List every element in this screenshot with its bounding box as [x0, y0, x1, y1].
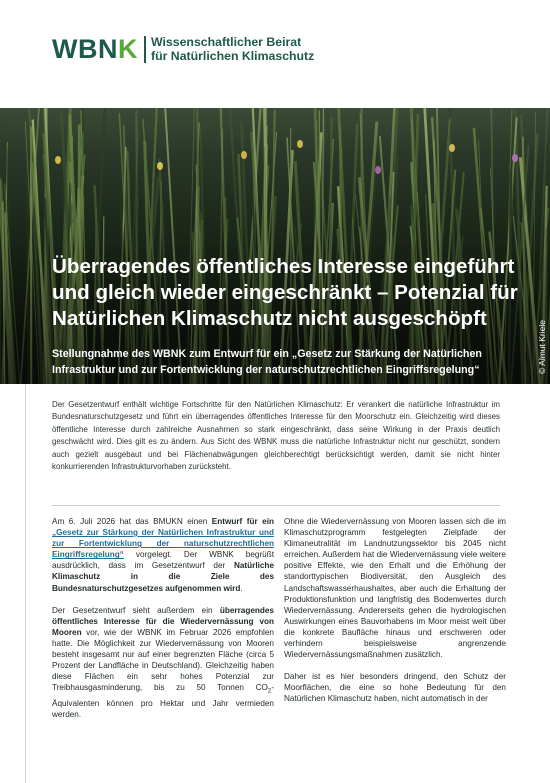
- abstract-paragraph: Der Gesetzentwurf enthält wichtige Fortschritte für den Natürlichen Klimaschutz: Er verankert die natürliche Infrastruktur im Bundesnaturschutzgesetz und führt ein überragendes öffentliches Interesse für den Moorschutz ein. Gleichzeitig wird dieses öffentliche Interesse durch zahlreiche Ausnahmen so stark eingeschränkt, dass seine Wirkung in der Praxis deutlich geschwächt wird. Dies gilt es zu ändern. Aus Sicht des WBNK muss die natürliche Infrastruktur nicht nur geschützt, sondern auch gezielt ausgebaut und bei Flächenabwägungen gleichberechtigt berücksichtigt werden, damit sie nicht hinter konkurrierenden Infrastrukturvorhaben zurücksteht.: [52, 400, 500, 472]
- bold-text: Entwurf für ein: [211, 517, 274, 526]
- logo-letters: WBN: [52, 34, 118, 64]
- organization-name-line2: für Natürlichen Klimaschutz: [151, 48, 315, 63]
- page-subtitle: [52, 347, 522, 378]
- text-run: vorgelegt. Der WBNK begrüßt ausdrücklich, dass im Gesetzentwurf der: [52, 550, 274, 571]
- logo-divider: [144, 36, 146, 63]
- margin-line: [25, 384, 26, 783]
- text-run: Der Gesetzentwurf sieht außerdem ein: [52, 605, 220, 615]
- wbnk-logo: [52, 36, 138, 63]
- text-run: -Äquivalenten können pro Hektar und Jahr vermieden werden.: [52, 683, 274, 720]
- photo-credit: © Almut Kriele: [537, 320, 547, 374]
- organization-name-line1: Wissenschaftlicher Beirat: [151, 35, 302, 49]
- subtitle-line-1: Stellungnahme des WBNK zum Entwurf für ein „Gesetz zur Stärkung der Natürlichen: [52, 348, 482, 360]
- logo-letter-k: K: [117, 34, 138, 64]
- bold-text: überragendes öffentliches Interesse für die Wiedervernässung von Mooren: [52, 605, 274, 637]
- grass-photo: [0, 108, 550, 384]
- text-run: vor, wie der WBNK im Februar 2026 empfohlen hatte. Die Möglichkeit zur Wiedervernässung von Mooren besteht insgesamt nur auf einer begrenzten Fläche (circa 5 Prozent der Landfläche in Deutschland). Gleichzeitig haben diese Flächen ein sehr hohes Potenzial zur Treibhausgasminderung, bis zu 50 Tonnen CO: [52, 627, 274, 693]
- body-column-left: [52, 516, 274, 731]
- bold-text: Natürliche Klimaschutz in die Ziele des Bundesnaturschutzgesetzes aufgenommen wird: [52, 561, 274, 593]
- page-title: [52, 254, 522, 332]
- body-column-right: [284, 516, 506, 716]
- body-paragraph: [52, 516, 274, 594]
- title-line-1: Überragendes öffentliches Interesse eingeführt: [52, 255, 515, 278]
- body-paragraph: Ohne die Wiedervernässung von Mooren lassen sich die im Klimaschutzprogramm festgelegten Zielpfade der Klimaneutralität im Landnutzungssektor bis 2045 nicht erreichen. Außerdem hat die Wiedervernässung viele weitere positive Effekte, wie den Erhalt und die Erhöhung der standorttypischen Biodiversität, den Ausgleich des Landschaftswasserhaushaltes, aber auch die Erhaltung der Produktionsfunktion und langfristig des Bodenwertes durch Wiedervernässung. Andererseits gehen die hydrologischen Auswirkungen eines Bauvorhabens im Moor meist weit über die konkrete Baufläche hinaus und erschweren oder verhindern beispielsweise angrenzende Wiedervernässungsmaßnahmen zusätzlich.: [284, 517, 506, 660]
- hero-banner: [0, 108, 550, 384]
- organization-name: [151, 36, 314, 63]
- document-header: [0, 0, 550, 108]
- law-draft-link[interactable]: „Gesetz zur Stärkung der Natürlichen Infrastruktur und zur Fortentwicklung der naturschutzrechtlichen Eingriffsregelung“: [52, 528, 274, 560]
- subtitle-line-2: Infrastruktur und zur Fortentwicklung der naturschutzrechtlichen Eingriffsregelung“: [52, 363, 480, 376]
- section-divider: [52, 505, 500, 506]
- title-line-2: und gleich wieder eingeschränkt – Potenzial für: [52, 281, 518, 304]
- title-line-3: Natürlichen Klimaschutz nicht ausgeschöpft: [52, 307, 487, 330]
- text-run: Am 6. Juli 2026 hat das BMUKN einen: [52, 517, 212, 526]
- body-paragraph: [52, 605, 274, 721]
- text-run: .: [240, 583, 243, 593]
- subscript: 2: [267, 688, 272, 695]
- body-paragraph: Daher ist es hier besonders dringend, den Schutz der Moorflächen, die eine so hohe Bedeutung für den Natürlichen Klimaschutz haben, nicht automatisch in der: [284, 672, 506, 704]
